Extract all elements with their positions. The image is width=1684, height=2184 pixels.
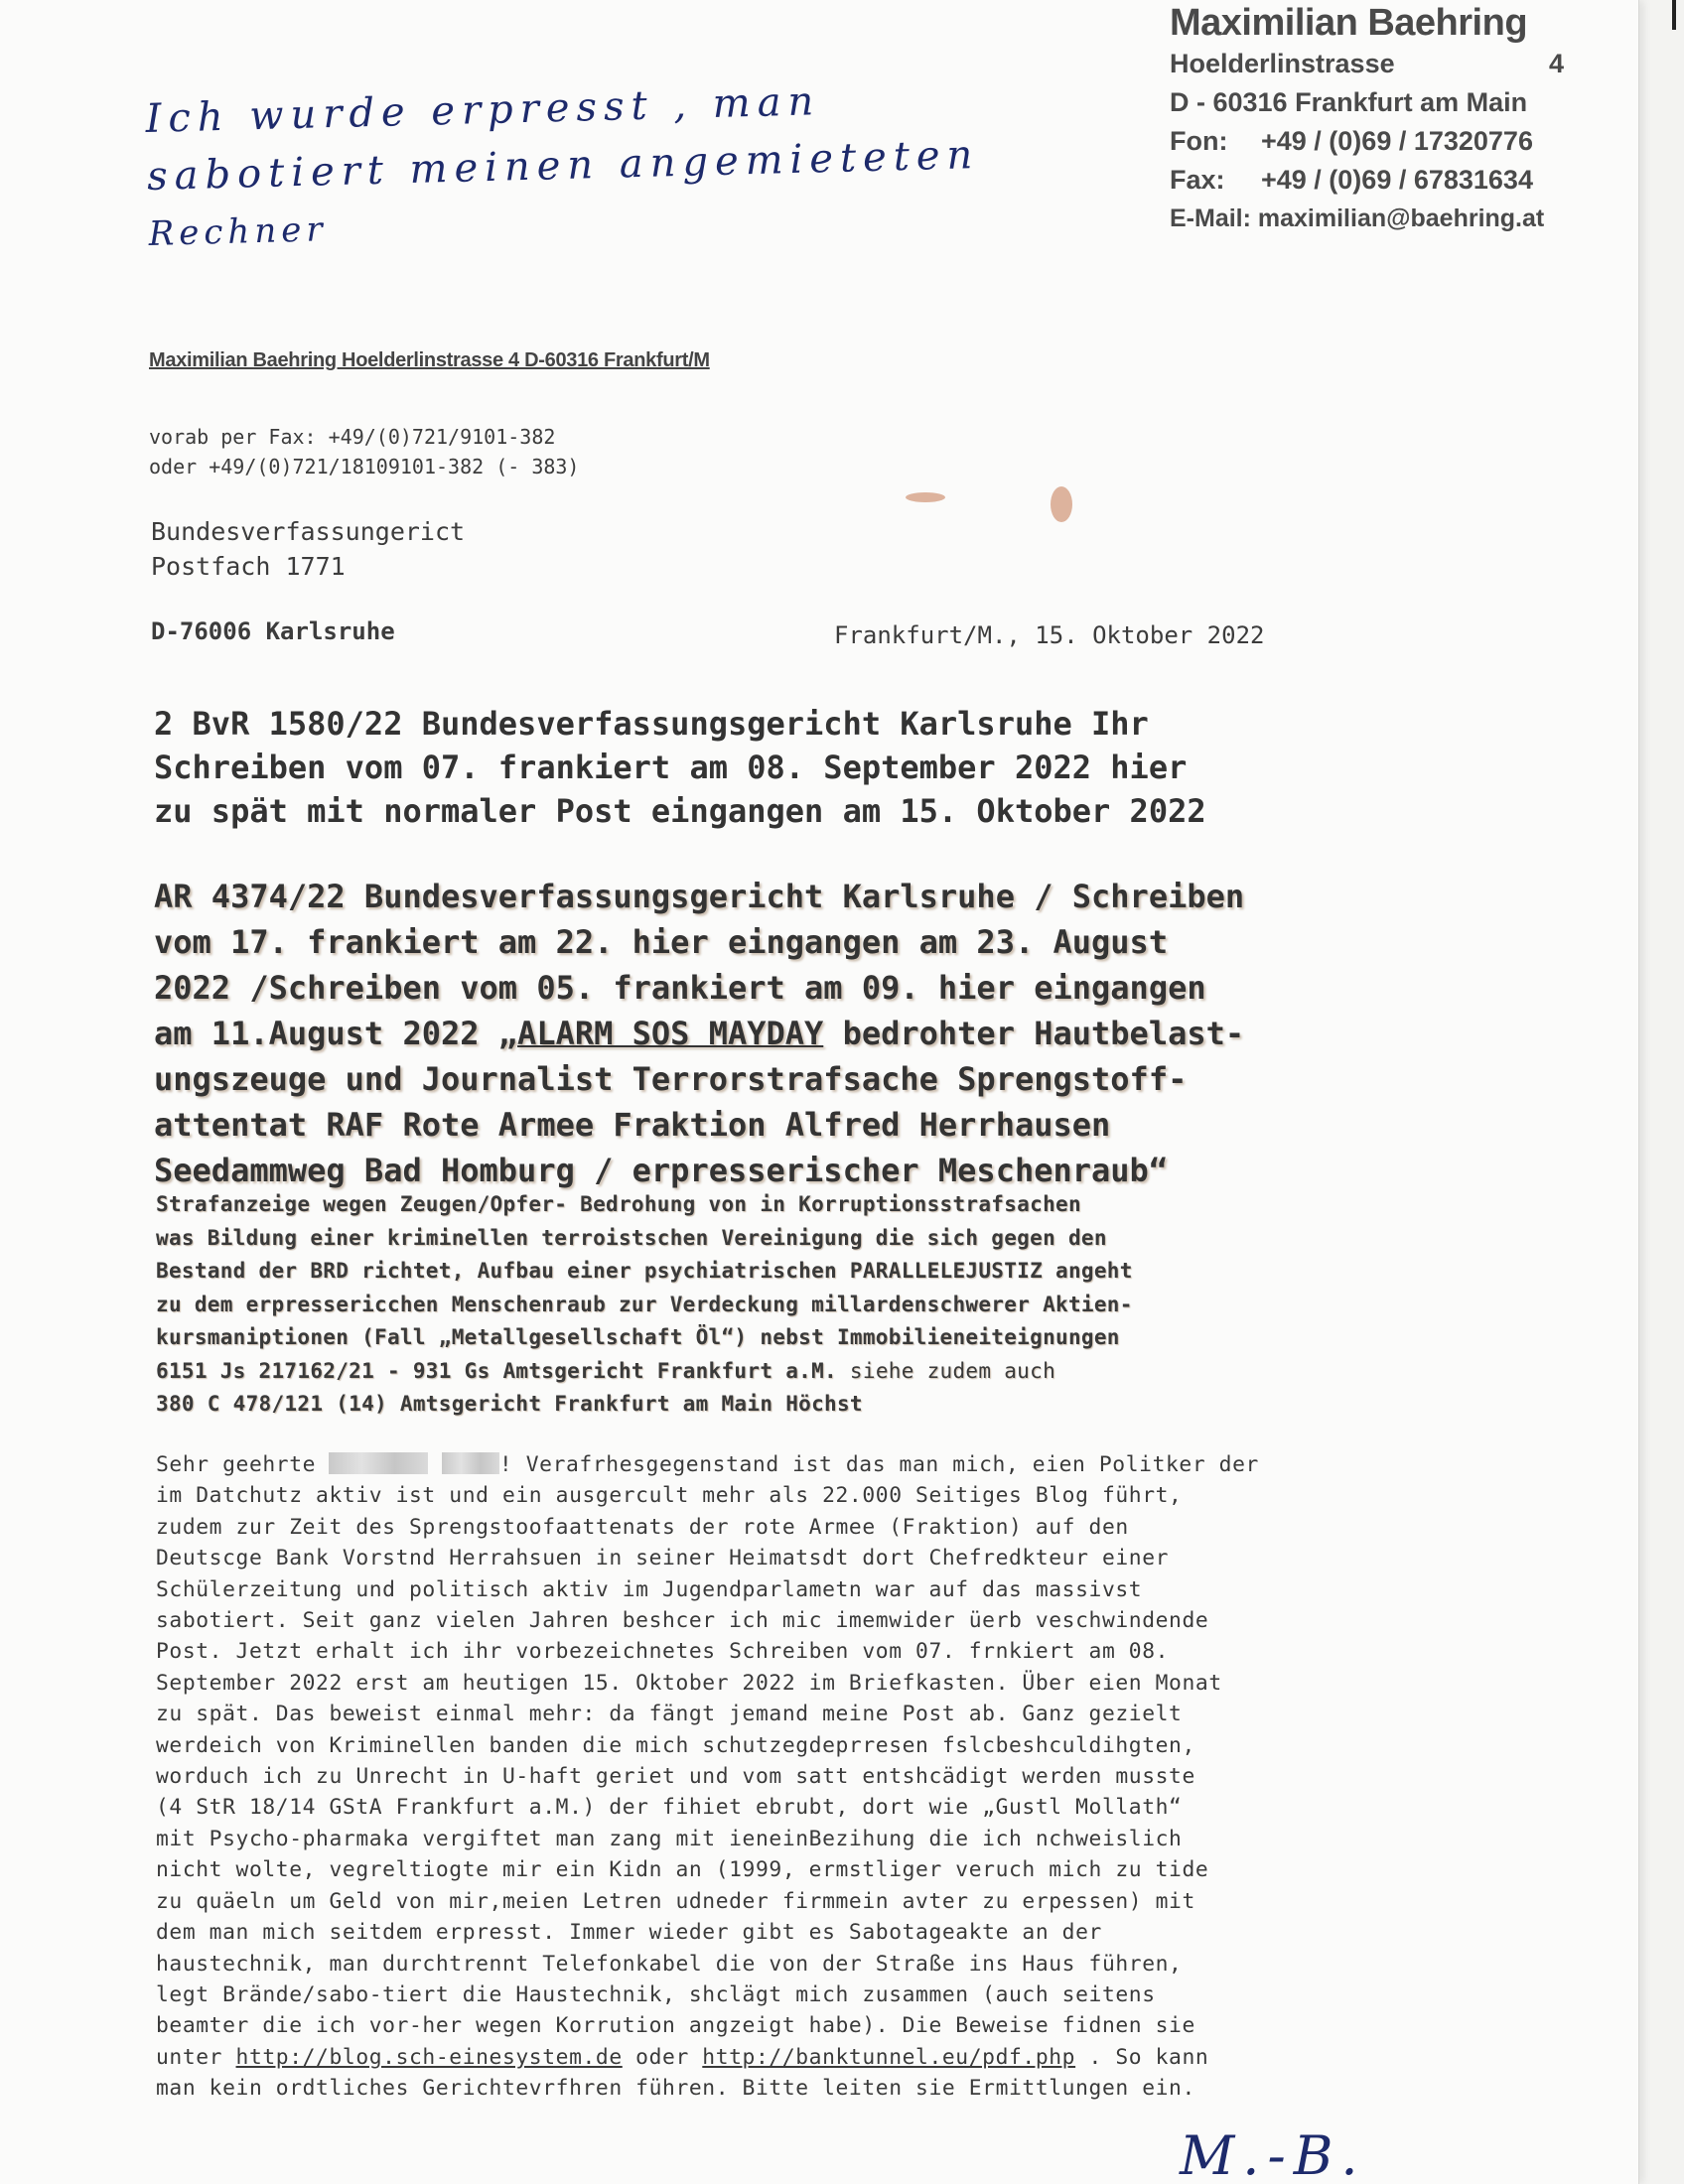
recipient-city: D-76006 Karlsruhe xyxy=(151,617,395,645)
alarm-underlined: ALARM SOS MAYDAY xyxy=(517,1015,824,1052)
fon-number: +49 / (0)69 / 17320776 xyxy=(1261,126,1533,156)
sender-letterhead xyxy=(1170,0,1565,238)
body-line: zu quäeln um Geld von mir,meien Letren udneder firmmein avter zu erpessen) mit xyxy=(156,1888,1195,1914)
scan-edge-mark xyxy=(1672,0,1676,30)
letter-date: Frankfurt/M., 15. Oktober 2022 xyxy=(834,621,1265,649)
fax-label: Fax: xyxy=(1170,165,1225,195)
subject-line: Schreiben vom 07. frankiert am 08. September 2022 hier xyxy=(154,749,1188,786)
fax-line: vorab per Fax: +49/(0)721/9101-382 xyxy=(149,425,556,449)
redacted-name xyxy=(442,1452,499,1474)
fax-lines xyxy=(149,422,579,481)
salutation: Sehr geehrte xyxy=(156,1452,317,1477)
sender-email: E-Mail: maximilian@baehring.at xyxy=(1170,205,1545,232)
body-text: . So kann xyxy=(1075,2044,1209,2070)
handwritten-line: sabotiert meinen angemieteten xyxy=(146,132,980,200)
blog-link[interactable]: http://blog.sch-einesystem.de xyxy=(235,2044,623,2070)
body-line: beamter die ich vor-her wegen Korrution angzeigt habe). Die Beweise fidnen sie xyxy=(156,2013,1195,2039)
body-line: worduch ich zu Unrecht in U-haft geriet und vom satt entshcädigt werden musste xyxy=(156,1764,1195,1790)
scan-background xyxy=(1654,0,1684,2184)
paper-stain xyxy=(906,492,945,502)
body-line: zudem zur Zeit des Sprengstoofaattenats der rote Armee (Fraktion) auf den xyxy=(156,1514,1129,1540)
complaint-line: kursmaniptionen (Fall „Metallgesellschaft Öl“) nebst Immobilieneiteignungen xyxy=(156,1325,1120,1349)
body-line: mit Psycho-pharmaka vergiftet man zang mit ieneinBezihung die ich nchweislich xyxy=(156,1826,1183,1851)
body-line: legt Brände/sabo-tiert die Haustechnik, shclägt mich zusammen (auch seitens xyxy=(156,1981,1156,2007)
subject-text: bedrohter Hautbelast- xyxy=(823,1015,1245,1052)
sender-fax-line xyxy=(1170,161,1544,200)
sender-name: Maximilian Baehring xyxy=(1170,2,1528,44)
fax-number: +49 / (0)69 / 67831634 xyxy=(1261,165,1533,195)
body-text: ! Verafrhesgegenstand ist das man mich, eien Politker der xyxy=(498,1452,1259,1477)
subject-text: am 11.August 2022 „ xyxy=(154,1015,518,1052)
body-line: werdeich von Kriminellen banden die mich schutzegdeprresen fslcbeshculdihgten, xyxy=(156,1732,1195,1758)
subject-reference-2 xyxy=(154,874,1244,1193)
recipient-address xyxy=(151,514,465,584)
body-line: dem man mich seitdem erpresst. Immer wieder gibt es Sabotageakte an der xyxy=(156,1920,1102,1946)
subject-line xyxy=(154,1011,1244,1056)
body-line xyxy=(156,1449,1259,1480)
sender-city: D - 60316 Frankfurt am Main xyxy=(1170,87,1528,117)
body-line: sabotiert. Seit ganz vielen Jahren beshcer ich mic imemwider üerb veschwindende xyxy=(156,1608,1209,1634)
handwritten-signature: M.-B. xyxy=(1180,2124,1366,2184)
body-line xyxy=(156,2042,1259,2073)
body-line: (4 StR 18/14 GStA Frankfurt a.M.) der fihiet ebrubt, dort wie „Gustl Mollath“ xyxy=(156,1795,1183,1821)
body-line: man kein ordtliches Gerichtevrfhren führen. Bitte leiten sie Ermittlungen ein. xyxy=(156,2076,1195,2102)
subject-line: attentat RAF Rote Armee Fraktion Alfred Herrhausen xyxy=(154,1106,1111,1144)
handwritten-note xyxy=(145,68,982,263)
body-line: Deutscge Bank Vorstnd Herrahsuen in seiner Heimatsdt dort Chefredkteur einer xyxy=(156,1546,1170,1571)
body-text: unter xyxy=(156,2044,236,2070)
letter-body xyxy=(156,1449,1259,2105)
subject-line: Seedammweg Bad Homburg / erpresserischer Meschenraub“ xyxy=(154,1152,1169,1189)
case-number: 6151 Js 217162/21 - 931 Gs Amtsgericht Frankfurt a.M. xyxy=(156,1358,837,1383)
complaint-line: Bestand der BRD richtet, Aufbau einer psychiatrischen PARALLELEJUSTIZ angeht xyxy=(156,1259,1133,1283)
subject-line: zu spät mit normaler Post eingangen am 15. Oktober 2022 xyxy=(154,792,1206,830)
banktunnel-link[interactable]: http://banktunnel.eu/pdf.php xyxy=(702,2044,1076,2070)
recipient-line: Postfach 1771 xyxy=(151,552,346,581)
subject-line: ungszeuge und Journalist Terrorstrafsache Sprengstoff- xyxy=(154,1060,1188,1098)
criminal-complaint-block xyxy=(156,1188,1133,1422)
fax-line: oder +49/(0)721/18109101-382 (- 383) xyxy=(149,455,580,478)
body-line: September 2022 erst am heutigen 15. Oktober 2022 im Briefkasten. Über eien Monat xyxy=(156,1670,1222,1696)
subject-line: 2 BvR 1580/22 Bundesverfassungsgericht Karlsruhe Ihr xyxy=(154,705,1149,743)
recipient-line: Bundesverfassungerict xyxy=(151,517,466,546)
handwritten-line: Ich wurde erpresst , man xyxy=(145,78,821,142)
complaint-line: was Bildung einer kriminellen terroistschen Vereinigung die sich gegen den xyxy=(156,1225,1107,1250)
complaint-line xyxy=(156,1355,1133,1389)
body-line: im Datchutz aktiv ist und ein ausgercult mehr als 22.000 Seitiges Blog führt, xyxy=(156,1483,1183,1509)
complaint-line: 380 C 478/121 (14) Amtsgericht Frankfurt am Main Höchst xyxy=(156,1392,863,1416)
subject-line: vom 17. frankiert am 22. hier eingangen am 23. August xyxy=(154,923,1169,961)
sender-street: Hoelderlinstrasse xyxy=(1170,49,1395,78)
body-line: nicht wolte, vegreltiogte mir ein Kidn an (1999, ermstliger veruch mich zu tide xyxy=(156,1857,1209,1883)
complaint-line: Strafanzeige wegen Zeugen/Opfer- Bedrohung von in Korruptionsstrafsachen xyxy=(156,1192,1081,1216)
sender-street-number: 4 xyxy=(1549,49,1565,78)
subject-reference-1 xyxy=(154,702,1206,833)
subject-line: AR 4374/22 Bundesverfassungsgericht Karlsruhe / Schreiben xyxy=(154,878,1245,915)
body-line: zu spät. Das beweist einmal mehr: da fängt jemand meine Post ab. Ganz gezielt xyxy=(156,1702,1183,1727)
body-line: Schülerzeitung und politisch aktiv im Jugendparlametn war auf das massivst xyxy=(156,1576,1143,1602)
body-line: haustechnik, man durchtrennt Telefonkabel die von der Straße ins Haus führen, xyxy=(156,1951,1183,1977)
complaint-line: zu dem erpressericchen Menschenraub zur Verdeckung millardenschwerer Aktien- xyxy=(156,1292,1133,1316)
sender-fon-line xyxy=(1170,122,1544,161)
paper-stain xyxy=(1051,486,1072,522)
body-text: oder xyxy=(622,2044,703,2070)
body-line: Post. Jetzt erhalt ich ihr vorbezeichnetes Schreiben vom 07. frnkiert am 08. xyxy=(156,1639,1170,1665)
fon-label: Fon: xyxy=(1170,126,1228,156)
handwritten-line: Rechner xyxy=(148,209,329,254)
complaint-text: siehe zudem auch xyxy=(836,1358,1056,1383)
return-address: Maximilian Baehring Hoelderlinstrasse 4 D-60316 Frankfurt/M xyxy=(149,349,710,371)
subject-line: 2022 /Schreiben vom 05. frankiert am 09. hier eingangen xyxy=(154,969,1206,1007)
sender-street-line xyxy=(1170,45,1565,83)
redacted-name xyxy=(329,1452,428,1474)
